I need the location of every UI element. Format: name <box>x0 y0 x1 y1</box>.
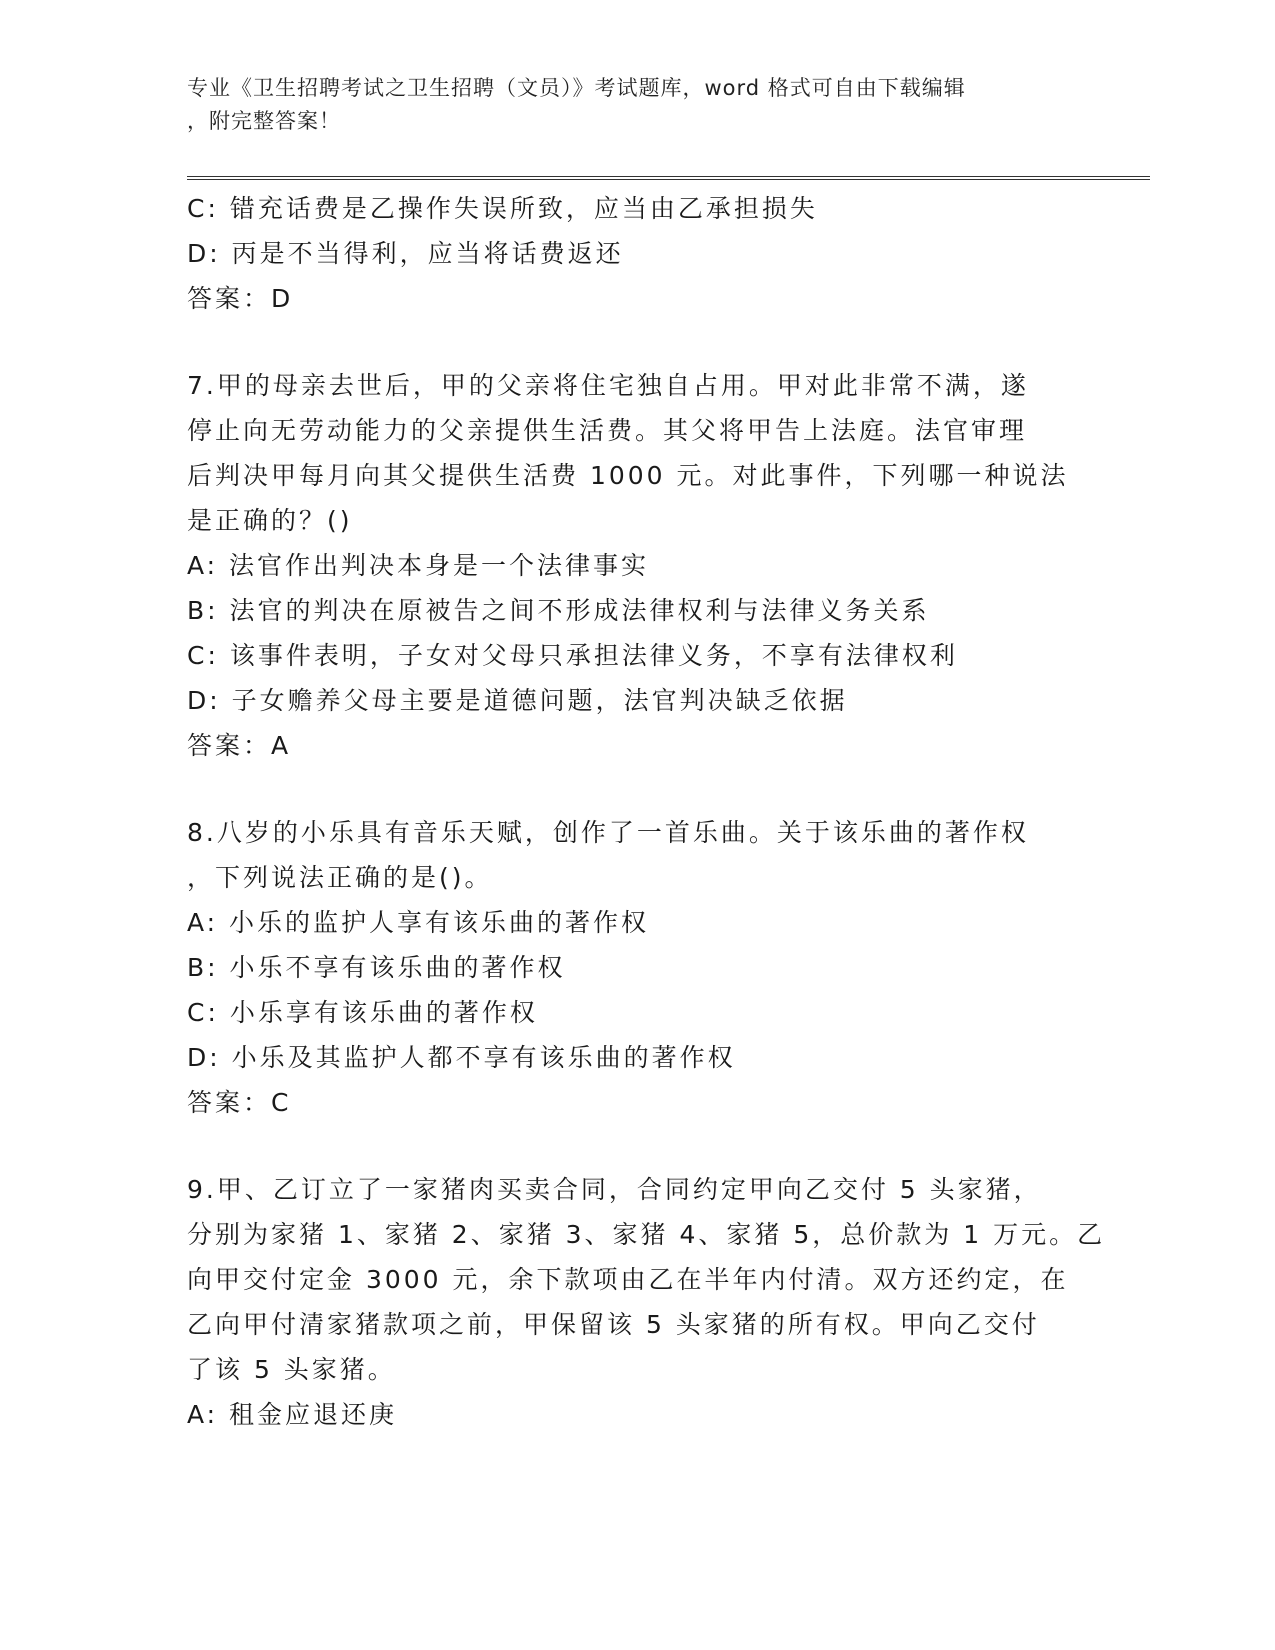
answer-line: 答案：D <box>187 284 294 313</box>
question-9 <box>187 1167 1106 1437</box>
question-text-line: 是正确的？() <box>187 506 353 535</box>
question-content <box>187 186 1106 1437</box>
option-c: C: 小乐享有该乐曲的著作权 <box>187 998 538 1027</box>
answer-line: 答案：C <box>187 1088 292 1117</box>
option-d: D: 小乐及其监护人都不享有该乐曲的著作权 <box>187 1043 736 1072</box>
question-text-line: 了该 5 头家猪。 <box>187 1355 396 1384</box>
question-text-line: ，下列说法正确的是()。 <box>187 863 493 892</box>
option-b: B: 小乐不享有该乐曲的著作权 <box>187 953 566 982</box>
option-b: B: 法官的判决在原被告之间不形成法律权利与法律义务关系 <box>187 596 930 625</box>
question-text-line: 停止向无劳动能力的父亲提供生活费。其父将甲告上法庭。法官审理 <box>187 416 1028 445</box>
question-text-line: 9.甲、乙订立了一家猪肉买卖合同，合同约定甲向乙交付 5 头家猪， <box>187 1175 1042 1204</box>
question-text-line: 分别为家猪 1、家猪 2、家猪 3、家猪 4、家猪 5，总价款为 1 万元。乙 <box>187 1220 1106 1249</box>
question-text-line: 乙向甲付清家猪款项之前，甲保留该 5 头家猪的所有权。甲向乙交付 <box>187 1310 1040 1339</box>
question-7 <box>187 363 1087 768</box>
question-text-line: 后判决甲每月向其父提供生活费 1000 元。对此事件，下列哪一种说法 <box>187 461 1069 490</box>
page-header <box>187 72 1067 138</box>
header-line: ，附完整答案！ <box>187 109 341 133</box>
option-a: A: 法官作出判决本身是一个法律事实 <box>187 551 650 580</box>
header-divider <box>187 176 1150 180</box>
question-8 <box>187 810 1087 1125</box>
option-d: D: 子女赡养父母主要是道德问题，法官判决缺乏依据 <box>187 686 848 715</box>
option-d: D: 丙是不当得利，应当将话费返还 <box>187 239 624 268</box>
question-text-line: 8.八岁的小乐具有音乐天赋，创作了一首乐曲。关于该乐曲的著作权 <box>187 818 1029 847</box>
question-text-line: 7.甲的母亲去世后，甲的父亲将住宅独自占用。甲对此非常不满，遂 <box>187 371 1029 400</box>
option-c: C: 该事件表明，子女对父母只承担法律义务，不享有法律权利 <box>187 641 958 670</box>
option-a: A: 小乐的监护人享有该乐曲的著作权 <box>187 908 650 937</box>
header-line: 专业《卫生招聘考试之卫生招聘（文员）》考试题库，word 格式可自由下载编辑 <box>187 76 966 100</box>
question-text-line: 向甲交付定金 3000 元，余下款项由乙在半年内付清。双方还约定，在 <box>187 1265 1069 1294</box>
previous-question-tail <box>187 186 1087 321</box>
option-a: A: 租金应退还庚 <box>187 1400 398 1429</box>
option-c: C: 错充话费是乙操作失误所致，应当由乙承担损失 <box>187 194 818 223</box>
answer-line: 答案：A <box>187 731 292 760</box>
